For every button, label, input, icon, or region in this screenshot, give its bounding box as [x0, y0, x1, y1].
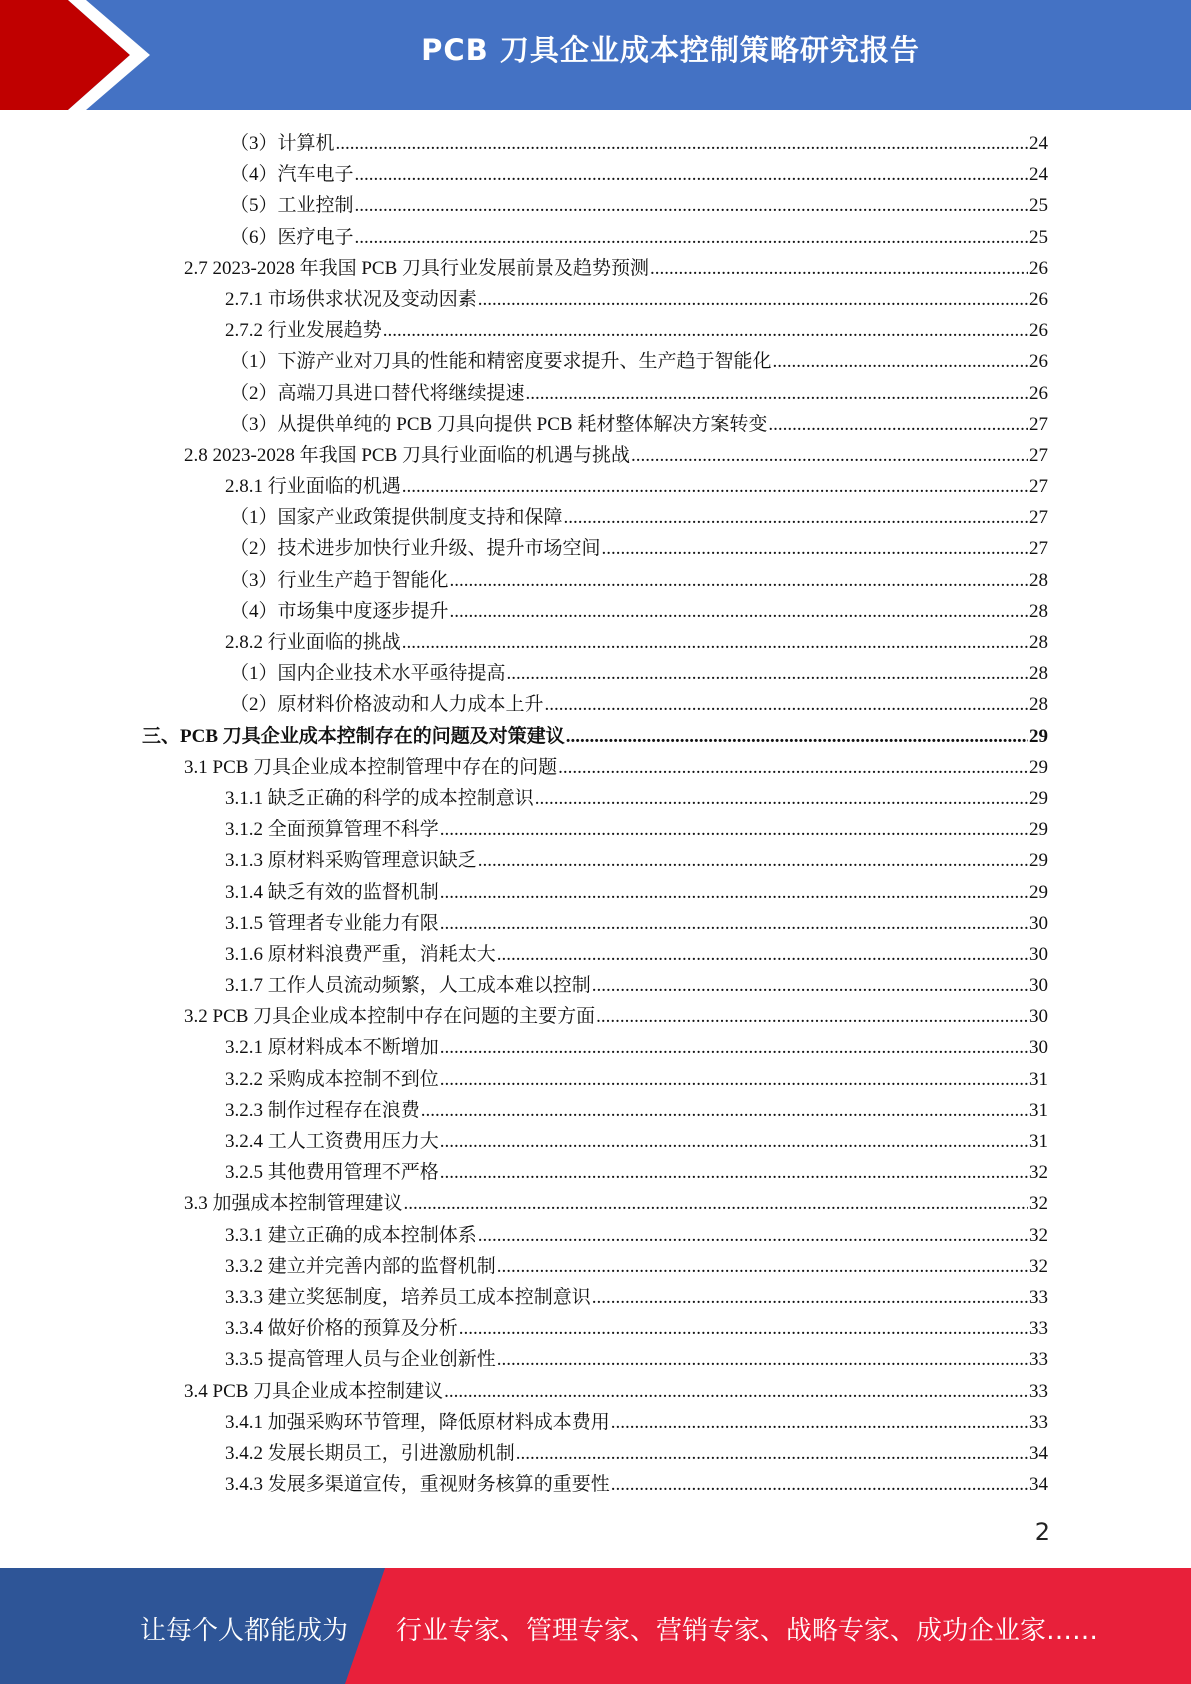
toc-dot-leader: [516, 1438, 1028, 1469]
toc-entry-title: （2）技术进步加快行业升级、提升市场空间: [230, 538, 601, 560]
toc-dot-leader: [592, 970, 1028, 1001]
toc-entry-page: 26: [1029, 257, 1048, 279]
toc-entry-page: 33: [1029, 1349, 1048, 1371]
toc-entry-page: 28: [1029, 694, 1048, 716]
toc-entry-page: 29: [1029, 819, 1048, 841]
toc-dot-leader: [497, 1344, 1028, 1375]
toc-entry[interactable]: [0, 970, 1191, 1001]
toc-dot-leader: [383, 315, 1028, 346]
toc-entry[interactable]: [0, 1095, 1191, 1126]
toc-dot-leader: [440, 1157, 1028, 1188]
toc-entry-title: 3.3.5 提高管理人员与企业创新性: [225, 1349, 496, 1371]
toc-entry-page: 27: [1029, 413, 1048, 435]
toc-entry-title: 3.1 PCB 刀具企业成本控制管理中存在的问题: [184, 756, 558, 778]
toc-entry-page: 32: [1029, 1224, 1048, 1246]
toc-entry-page: 33: [1029, 1411, 1048, 1433]
toc-entry[interactable]: [0, 378, 1191, 409]
toc-entry[interactable]: [0, 1064, 1191, 1095]
toc-entry-title: 3.2.1 原材料成本不断增加: [225, 1037, 439, 1059]
page-footer: [0, 1568, 1191, 1684]
toc-entry[interactable]: [0, 939, 1191, 970]
toc-entry-title: 3.4.1 加强采购环节管理，降低原材料成本费用: [225, 1411, 610, 1433]
toc-entry-title: 2.7.2 行业发展趋势: [225, 320, 382, 342]
toc-entry[interactable]: [0, 1282, 1191, 1313]
toc-entry-title: （4）汽车电子: [230, 164, 354, 186]
toc-dot-leader: [507, 658, 1028, 689]
toc-dot-leader: [535, 783, 1028, 814]
toc-entry-title: 3.1.7 工作人员流动频繁，人工成本难以控制: [225, 975, 591, 997]
toc-entry-title: （4）市场集中度逐步提升: [230, 600, 449, 622]
toc-entry-title: 3.3.1 建立正确的成本控制体系: [225, 1224, 477, 1246]
toc-entry-title: 3.3 加强成本控制管理建议: [184, 1193, 403, 1215]
toc-dot-leader: [336, 128, 1028, 159]
toc-dot-leader: [497, 1251, 1028, 1282]
toc-entry-page: 30: [1029, 975, 1048, 997]
toc-entry-page: 32: [1029, 1162, 1048, 1184]
toc-dot-leader: [773, 346, 1028, 377]
toc-entry-page: 33: [1029, 1318, 1048, 1340]
toc-dot-leader: [404, 1188, 1028, 1219]
toc-dot-leader: [421, 1095, 1028, 1126]
toc-entry-page: 31: [1029, 1099, 1048, 1121]
toc-entry-title: （3）从提供单纯的 PCB 刀具向提供 PCB 耗材整体解决方案转变: [230, 413, 768, 435]
toc-dot-leader: [478, 1220, 1028, 1251]
toc-entry[interactable]: [0, 1157, 1191, 1188]
toc-dot-leader: [355, 190, 1028, 221]
toc-entry[interactable]: [0, 1438, 1191, 1469]
toc-entry-page: 26: [1029, 320, 1048, 342]
toc-entry-page: 32: [1029, 1255, 1048, 1277]
toc-entry[interactable]: [0, 533, 1191, 564]
toc-entry-title: （2）原材料价格波动和人力成本上升: [230, 694, 544, 716]
toc-dot-leader: [650, 253, 1028, 284]
toc-entry[interactable]: [0, 1188, 1191, 1219]
toc-dot-leader: [566, 721, 1028, 752]
toc-dot-leader: [545, 689, 1028, 720]
toc-dot-leader: [478, 284, 1028, 315]
toc-dot-leader: [602, 533, 1028, 564]
toc-entry-title: （2）高端刀具进口替代将继续提速: [230, 382, 525, 404]
toc-entry-page: 25: [1029, 226, 1048, 248]
toc-entry-title: 3.3.2 建立并完善内部的监督机制: [225, 1255, 496, 1277]
toc-entry-page: 29: [1029, 756, 1048, 778]
toc-dot-leader: [768, 409, 1028, 440]
toc-entry[interactable]: [0, 284, 1191, 315]
toc-entry[interactable]: [0, 1126, 1191, 1157]
toc-entry-page: 26: [1029, 288, 1048, 310]
toc-entry-title: 3.2.5 其他费用管理不严格: [225, 1162, 439, 1184]
toc-dot-leader: [440, 814, 1028, 845]
toc-entry[interactable]: [0, 502, 1191, 533]
toc-dot-leader: [402, 471, 1028, 502]
toc-dot-leader: [478, 845, 1028, 876]
toc-entry-page: 24: [1029, 133, 1048, 154]
toc-entry[interactable]: [0, 877, 1191, 908]
toc-dot-leader: [440, 1126, 1028, 1157]
toc-entry-page: 29: [1029, 850, 1048, 872]
toc-entry-page: 25: [1029, 195, 1048, 217]
header-title: PCB 刀具企业成本控制策略研究报告: [421, 33, 920, 67]
toc-dot-leader: [592, 1282, 1028, 1313]
toc-entry-title: 3.1.3 原材料采购管理意识缺乏: [225, 850, 477, 872]
toc-entry-page: 30: [1029, 1006, 1048, 1028]
toc-entry-page: 31: [1029, 1068, 1048, 1090]
toc-entry-title: （3）行业生产趋于智能化: [230, 569, 449, 591]
toc-entry-page: 27: [1029, 507, 1048, 529]
toc-entry-title: 3.2.4 工人工资费用压力大: [225, 1131, 439, 1152]
toc-entry[interactable]: [0, 658, 1191, 689]
toc-dot-leader: [440, 908, 1028, 939]
toc-dot-leader: [355, 222, 1028, 253]
toc-dot-leader: [440, 877, 1028, 908]
toc-entry[interactable]: [0, 627, 1191, 658]
toc-entry-title: 3.4.2 发展长期员工，引进激励机制: [225, 1442, 515, 1464]
toc-entry-page: 34: [1029, 1474, 1048, 1496]
toc-entry-title: 3.3.4 做好价格的预算及分析: [225, 1318, 458, 1340]
toc-entry[interactable]: [0, 596, 1191, 627]
toc-dot-leader: [440, 1032, 1028, 1063]
toc-dot-leader: [355, 159, 1028, 190]
toc-entry-page: 26: [1029, 382, 1048, 404]
toc-entry-title: 2.8.2 行业面临的挑战: [225, 632, 401, 653]
toc-entry-page: 26: [1029, 351, 1048, 373]
toc-entry-page: 24: [1029, 164, 1048, 186]
toc-entry-title: 3.2.3 制作过程存在浪费: [225, 1099, 420, 1121]
toc-entry[interactable]: [0, 222, 1191, 253]
toc-entry-title: （5）工业控制: [230, 195, 354, 217]
toc-entry-title: 3.1.2 全面预算管理不科学: [225, 819, 439, 841]
toc-entry[interactable]: [0, 1344, 1191, 1375]
toc-entry-page: 28: [1029, 569, 1048, 591]
toc-entry-title: （6）医疗电子: [230, 226, 354, 248]
toc-entry[interactable]: [0, 908, 1191, 939]
toc-entry[interactable]: [0, 845, 1191, 876]
toc-dot-leader: [440, 1064, 1028, 1095]
toc-dot-leader: [611, 1469, 1028, 1500]
toc-entry[interactable]: [0, 346, 1191, 377]
toc-entry-title: 3.1.6 原材料浪费严重，消耗太大: [225, 943, 496, 965]
toc-entry[interactable]: [0, 440, 1191, 471]
toc-dot-leader: [596, 1001, 1028, 1032]
toc-entry[interactable]: [0, 721, 1191, 752]
toc-entry-page: 28: [1029, 663, 1048, 685]
footer-slogan-right: 行业专家、管理专家、营销专家、战略专家、成功企业家……: [396, 1616, 1099, 1646]
toc-entry[interactable]: [0, 128, 1191, 159]
toc-entry-title: 3.3.3 建立奖惩制度，培养员工成本控制意识: [225, 1286, 591, 1308]
toc-dot-leader: [444, 1376, 1028, 1407]
toc-dot-leader: [402, 627, 1028, 658]
toc-entry-page: 29: [1029, 787, 1048, 809]
toc-entry-title: 2.7 2023-2028 年我国 PCB 刀具行业发展前景及趋势预测: [184, 257, 649, 279]
toc-entry-title: 3.2 PCB 刀具企业成本控制中存在问题的主要方面: [184, 1006, 596, 1028]
toc-entry-page: 29: [1029, 881, 1048, 903]
toc-entry-page: 27: [1029, 538, 1048, 560]
toc-entry[interactable]: [0, 409, 1191, 440]
toc-entry[interactable]: [0, 315, 1191, 346]
toc-dot-leader: [459, 1313, 1028, 1344]
toc-entry[interactable]: [0, 783, 1191, 814]
toc-entry-page: 27: [1029, 444, 1048, 466]
toc-entry-page: 27: [1029, 476, 1048, 498]
toc-dot-leader: [631, 440, 1028, 471]
toc-entry-title: 三、PCB 刀具企业成本控制存在的问题及对策建议: [142, 725, 565, 747]
toc-entry[interactable]: [0, 1251, 1191, 1282]
header-arrow-decoration: [0, 0, 160, 110]
toc-entry-page: 30: [1029, 912, 1048, 934]
toc-entry-page: 32: [1029, 1193, 1048, 1215]
table-of-contents: [0, 128, 1191, 1500]
toc-entry-title: 3.4 PCB 刀具企业成本控制建议: [184, 1380, 444, 1402]
toc-entry-page: 30: [1029, 943, 1048, 965]
toc-entry-title: 3.4.3 发展多渠道宣传，重视财务核算的重要性: [225, 1474, 610, 1496]
toc-entry-title: 2.8 2023-2028 年我国 PCB 刀具行业面临的机遇与挑战: [184, 444, 630, 466]
toc-entry-page: 28: [1029, 632, 1048, 653]
toc-entry-title: （1）国家产业政策提供制度支持和保障: [230, 507, 563, 529]
toc-entry-page: 29: [1029, 725, 1048, 747]
toc-entry-page: 30: [1029, 1037, 1048, 1059]
toc-dot-leader: [450, 565, 1028, 596]
toc-entry-page: 33: [1029, 1286, 1048, 1308]
page-number: 2: [1034, 1518, 1050, 1546]
toc-entry-title: （1）下游产业对刀具的性能和精密度要求提升、生产趋于智能化: [230, 351, 772, 373]
page-header: [0, 0, 1191, 110]
toc-entry-page: 33: [1029, 1380, 1048, 1402]
toc-entry[interactable]: [0, 1469, 1191, 1500]
toc-entry[interactable]: [0, 1001, 1191, 1032]
toc-entry-title: 3.2.2 采购成本控制不到位: [225, 1068, 439, 1090]
toc-entry[interactable]: [0, 752, 1191, 783]
toc-entry-title: （1）国内企业技术水平亟待提高: [230, 663, 506, 685]
toc-entry-page: 28: [1029, 600, 1048, 622]
toc-entry-title: 3.1.1 缺乏正确的科学的成本控制意识: [225, 787, 534, 809]
toc-entry[interactable]: [0, 159, 1191, 190]
toc-entry[interactable]: [0, 1032, 1191, 1063]
toc-entry-title: 2.8.1 行业面临的机遇: [225, 476, 401, 498]
toc-dot-leader: [526, 378, 1028, 409]
toc-entry-page: 34: [1029, 1442, 1048, 1464]
toc-dot-leader: [558, 752, 1028, 783]
toc-entry[interactable]: [0, 471, 1191, 502]
toc-entry[interactable]: [0, 1407, 1191, 1438]
toc-entry[interactable]: [0, 1313, 1191, 1344]
toc-entry-page: 31: [1029, 1131, 1048, 1152]
toc-entry[interactable]: [0, 814, 1191, 845]
toc-entry-title: 2.7.1 市场供求状况及变动因素: [225, 288, 477, 310]
toc-entry[interactable]: [0, 1220, 1191, 1251]
footer-slogan-left: 让每个人都能成为: [140, 1616, 349, 1646]
toc-entry-title: 3.1.4 缺乏有效的监督机制: [225, 881, 439, 903]
toc-dot-leader: [564, 502, 1028, 533]
toc-dot-leader: [497, 939, 1028, 970]
toc-entry[interactable]: [0, 1376, 1191, 1407]
toc-entry[interactable]: [0, 565, 1191, 596]
toc-dot-leader: [450, 596, 1028, 627]
toc-entry[interactable]: [0, 689, 1191, 720]
toc-entry-title: （3）计算机: [230, 133, 335, 154]
toc-entry[interactable]: [0, 190, 1191, 221]
toc-dot-leader: [611, 1407, 1028, 1438]
toc-entry[interactable]: [0, 253, 1191, 284]
toc-entry-title: 3.1.5 管理者专业能力有限: [225, 912, 439, 934]
